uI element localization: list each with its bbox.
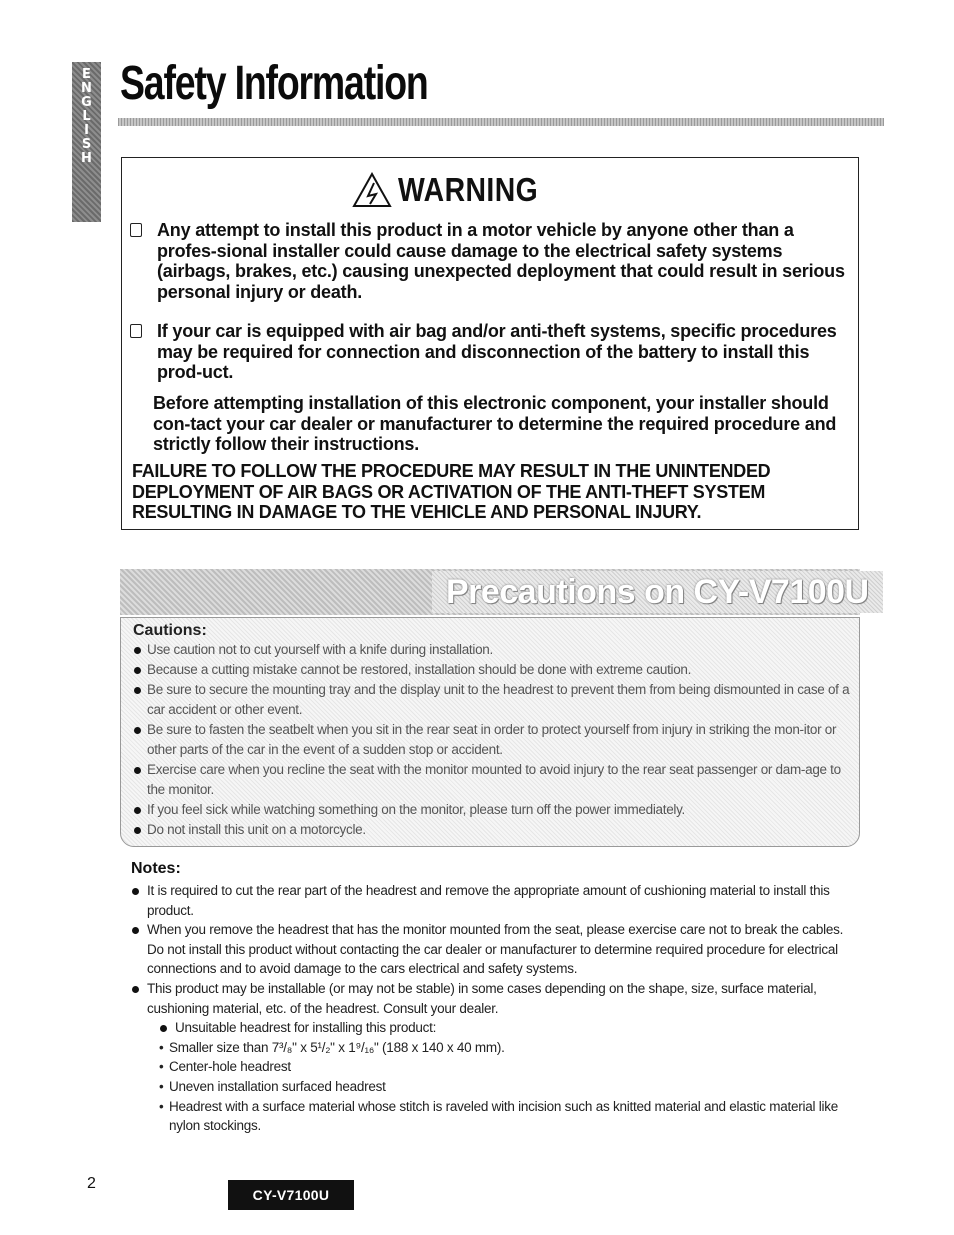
warning-triangle-icon xyxy=(352,172,392,208)
page-number: 2 xyxy=(87,1175,96,1192)
caution-item: Use caution not to cut yourself with a knife during installation. xyxy=(133,640,855,660)
warning-item-text: Any attempt to install this product in a motor vehicle by anyone other than a profes-sional installer could cause damage to the electrical safety systems (airbags, brakes, etc.) causing unexpected deployment that could result in serious personal injury or death. xyxy=(157,220,845,302)
note-item: This product may be installable (or may not be stable) in some cases depending on the shape, size, surface material, cushioning material, etc. of the headrest. Consult your dealer. xyxy=(131,979,851,1018)
warning-paragraph: Before attempting installation of this electronic component, your installer should con-tact your car dealer or manufacturer to determine the required procedure and strictly follow their instructions. xyxy=(153,393,837,454)
caution-item: Because a cutting mistake cannot be restored, installation should be done with extreme caution. xyxy=(133,660,855,680)
caution-item: If you feel sick while watching something on the monitor, please turn off the power immediately. xyxy=(133,800,855,820)
failure-notice: FAILURE TO FOLLOW THE PROCEDURE MAY RESULT IN THE UNINTENDED DEPLOYMENT OF AIR BAGS OR ACTIVATION OF THE ANTI-THEFT SYSTEM RESULTING IN DAMAGE TO THE VEHICLE AND PERSONAL INJURY. xyxy=(132,461,771,522)
note-sub-item: • Uneven installation surfaced headrest xyxy=(159,1078,386,1094)
caution-item: Be sure to secure the mounting tray and the display unit to the headrest to prevent them from being dismounted in case of a car accident or other event. xyxy=(133,680,855,720)
note-sub-item: • Center-hole headrest xyxy=(159,1059,291,1075)
note-item: When you remove the headrest that has the monitor mounted from the seat, please exercise care not to break the cables. xyxy=(131,920,851,940)
language-tab-letters: E N G L I S H xyxy=(81,67,92,166)
precautions-title: Precautions on CY-V7100U xyxy=(432,571,883,613)
warning-item-text: If your car is equipped with air bag and/or anti-theft systems, specific procedures may be required for connection and disconnection of the battery to install this prod-uct. xyxy=(157,321,837,382)
cautions-panel xyxy=(120,617,860,847)
warning-box xyxy=(121,157,859,530)
precautions-banner xyxy=(120,569,869,615)
language-tab xyxy=(72,62,101,222)
warning-heading xyxy=(352,168,561,212)
note-sub-item: • Headrest with a surface material whose stitch is raveled with incision such as knitted material and elastic material like nylon stockings. xyxy=(159,1098,839,1134)
title-divider xyxy=(118,118,884,126)
note-sub-list xyxy=(131,1018,851,1038)
notes-heading: Notes: xyxy=(131,860,181,877)
caution-item: Exercise care when you recline the seat with the monitor mounted to avoid injury to the rear seat passenger or dam-age to the monitor. xyxy=(133,760,855,800)
note-sub-heading: Unsuitable headrest for installing this product: xyxy=(159,1018,851,1038)
cautions-list xyxy=(133,640,855,840)
checkbox-bullet-icon xyxy=(130,324,142,338)
checkbox-bullet-icon xyxy=(130,223,142,237)
cautions-heading: Cautions: xyxy=(133,622,207,639)
model-badge: CY-V7100U xyxy=(228,1180,354,1210)
page-title: Safety Information xyxy=(120,57,428,110)
caution-item: Do not install this unit on a motorcycle. xyxy=(133,820,855,840)
note-sub-item: • Smaller size than 7³/₈" x 5¹/₂" x 1⁹/₁₆" (188 x 140 x 40 mm). xyxy=(159,1039,505,1055)
notes-list xyxy=(131,881,851,1136)
caution-item: Be sure to fasten the seatbelt when you sit in the rear seat in order to protect yourself from injury in striking the mon-itor or other parts of the car in the event of a sudden stop or accident. xyxy=(133,720,855,760)
warning-title: WARNING xyxy=(398,171,539,208)
note-paragraph: Do not install this product without contacting the car dealer or manufacturer to determine required procedure for electrical connections and to avoid damage to the cars electrical and safety systems. xyxy=(147,941,838,977)
note-item: It is required to cut the rear part of the headrest and remove the appropriate amount of cushioning material to install this product. xyxy=(131,881,851,920)
